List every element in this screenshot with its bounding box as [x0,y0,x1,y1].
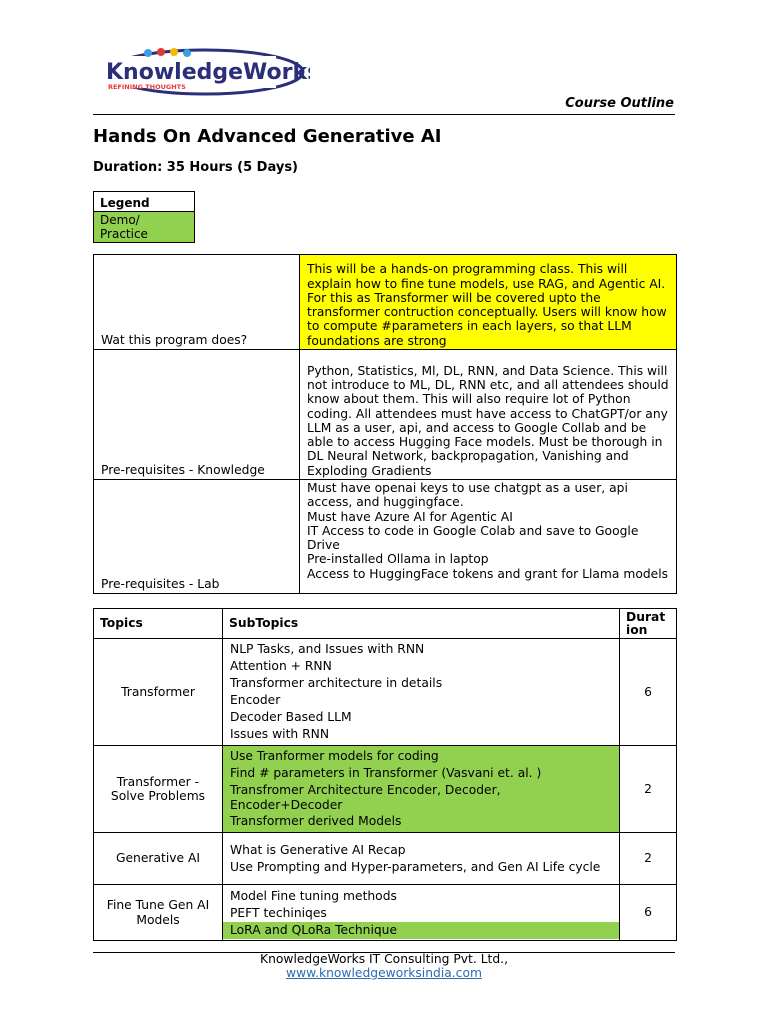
subtopic-item: Attention + RNN [230,659,332,673]
program-info-table [93,254,677,594]
info-label: Pre-requisites - Knowledge [94,350,300,480]
subtopic-item-practice: LoRA and QLoRa Technique [223,922,619,939]
info-label: Wat this program does? [94,255,300,350]
page-title: Hands On Advanced Generative AI [93,126,442,147]
table-row [94,639,677,746]
subtopic-list [223,885,620,941]
table-row [94,885,677,941]
topic-name: Fine Tune Gen AI Models [94,885,223,941]
info-value-highlighted: This will be a hands-on programming class. This will explain how to fine tune models, use RAG, and Agentic AI. For this as Transformer will be covered upto the transformer contruction conceptually. Users will know how to compute #parameters in each layers, so that LLM foundations are strong [300,255,677,350]
subtopic-item: Decoder Based LLM [230,710,352,724]
logo-tagline: REFINING THOUGHTS [108,83,186,91]
subtopic-item: Encoder [230,693,281,707]
info-row-knowledge [94,350,677,480]
lab-requirement: Access to HuggingFace tokens and grant for Llama models [307,566,669,581]
logo-text: KnowledgeWorks [106,60,310,85]
subtopic-item: Use Prompting and Hyper-parameters, and Gen AI Life cycle [230,859,601,874]
legend-box [93,191,195,243]
lab-requirement: Must have Azure AI for Agentic AI [307,509,513,524]
table-row [94,833,677,885]
subtopic-item: Transformer derived Models [230,814,402,828]
topic-duration: 6 [620,639,677,746]
subtopic-item: PEFT techiniqes [230,906,327,920]
subtopic-item: NLP Tasks, and Issues with RNN [230,642,425,656]
subtopic-item: What is Generative AI Recap [230,842,406,857]
header-divider [93,114,675,115]
topics-header-row [94,609,677,639]
topic-name: Transformer - Solve Problems [94,746,223,833]
topic-duration: 2 [620,746,677,833]
header-duration: Durat ion [620,609,677,639]
header-subtopics: SubTopics [223,609,620,639]
subtopic-item: Transfromer Architecture Encoder, Decoder, Encoder+Decoder [230,783,501,812]
lab-requirement: IT Access to code in Google Colab and save to Google Drive [307,523,639,553]
course-duration: Duration: 35 Hours (5 Days) [93,160,298,175]
topic-name: Generative AI [94,833,223,885]
course-outline-label: Course Outline [565,96,674,111]
topics-table [93,608,677,941]
footer-website-link[interactable]: www.knowledgeworksindia.com [286,966,482,980]
lab-requirement: Pre-installed Ollama in laptop [307,552,489,567]
subtopic-item: Use Tranformer models for coding [230,749,439,763]
subtopic-item: Find # parameters in Transformer (Vasvani et. al. ) [230,766,542,780]
subtopic-list [223,833,620,885]
subtopic-item: Model Fine tuning methods [230,889,397,903]
topic-duration: 6 [620,885,677,941]
legend-heading: Legend [100,196,150,210]
legend-demo-practice: Demo/ Practice [94,211,194,242]
info-value-lab [300,480,677,594]
subtopic-item: Transformer architecture in details [230,676,443,690]
footer-company: KnowledgeWorks IT Consulting Pvt. Ltd., [260,952,508,966]
info-row-program [94,255,677,350]
company-logo [100,42,310,102]
header-topics: Topics [94,609,223,639]
lab-requirement: Must have openai keys to use chatgpt as a user, api access, and huggingface. [307,481,628,510]
topic-name: Transformer [94,639,223,746]
table-row [94,746,677,833]
subtopic-list-practice [223,746,620,833]
topic-duration: 2 [620,833,677,885]
info-value: Python, Statistics, Ml, DL, RNN, and Data Science. This will not introduce to ML, DL, RNN etc, and all attendees should know about them. This will also require lot of Python coding. All attendees must have access to ChatGPT/or any LLM as a user, api, and access to Google Collab and be able to access Hugging Face models. Must be thorough in DL Neural Network, backpropagation, Vanishing and Exploding Gradients [300,350,677,480]
info-label: Pre-requisites - Lab [94,480,300,594]
subtopic-item: Issues with RNN [230,727,330,741]
info-row-lab [94,480,677,594]
subtopic-list [223,639,620,746]
logo-graphic [100,42,310,102]
